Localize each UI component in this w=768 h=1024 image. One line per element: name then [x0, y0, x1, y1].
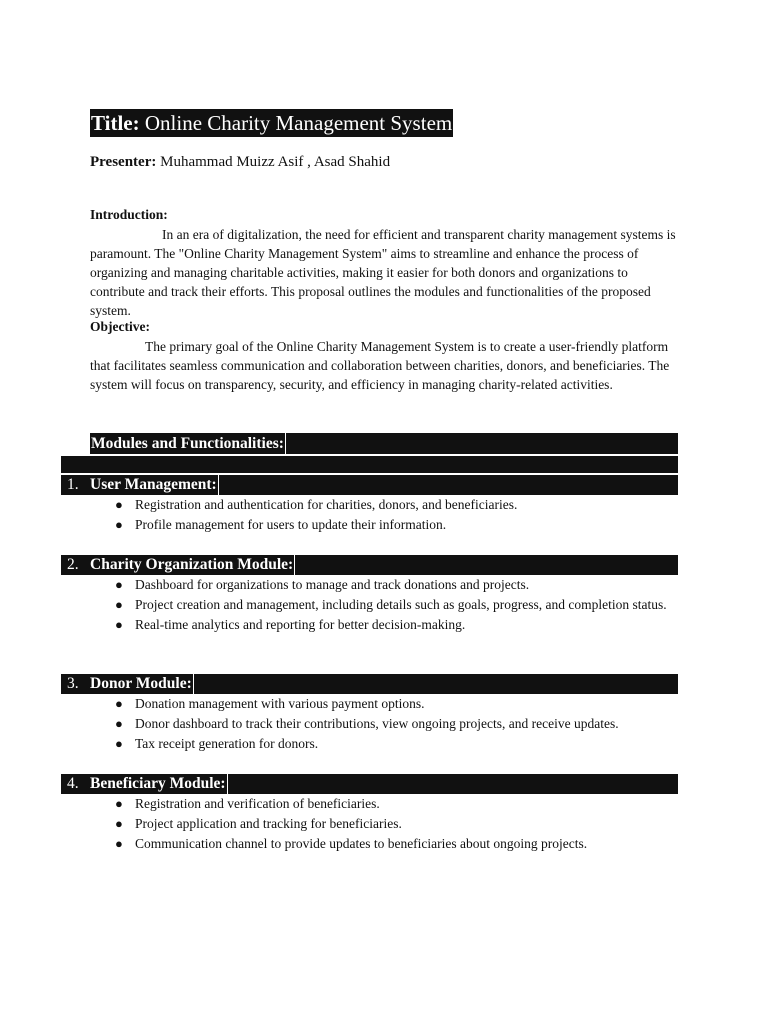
bullet-icon: ●	[115, 816, 123, 831]
document-title	[90, 109, 453, 137]
bullet-icon: ●	[115, 796, 123, 811]
title-label: Title:	[91, 111, 140, 135]
bullet-text: Communication channel to provide updates to beneficiaries about ongoing projects.	[135, 836, 588, 851]
objective-heading: Objective:	[90, 319, 150, 334]
bullet-text: Tax receipt generation for donors.	[135, 736, 319, 751]
presenter-names: Muhammad Muizz Asif , Asad Shahid	[160, 154, 391, 170]
introduction-heading: Introduction:	[90, 207, 168, 222]
list-item	[115, 615, 675, 634]
modules-heading-bar	[90, 433, 678, 454]
bullet-text: Donor dashboard to track their contributions, view ongoing projects, and receive updates.	[135, 716, 619, 731]
list-item	[115, 734, 675, 753]
bullet-icon: ●	[115, 736, 123, 751]
bullet-text: Donation management with various payment options.	[135, 696, 425, 711]
bullet-text: Real-time analytics and reporting for better decision-making.	[135, 617, 466, 632]
module-number: 2.	[67, 556, 79, 573]
module-heading-bar	[61, 475, 678, 495]
module-heading-bar	[61, 674, 678, 694]
introduction-paragraph	[90, 225, 678, 320]
bullet-icon: ●	[115, 836, 123, 851]
list-item	[115, 595, 675, 614]
list-item	[115, 515, 675, 534]
list-item	[115, 814, 675, 833]
modules-heading: Modules and Functionalities:	[91, 435, 284, 452]
module-number: 4.	[67, 775, 79, 792]
bullet-text: Dashboard for organizations to manage and track donations and projects.	[135, 577, 530, 592]
module-bullet-list	[115, 495, 675, 535]
module-heading-bar	[61, 774, 678, 794]
bullet-text: Registration and authentication for charities, donors, and beneficiaries.	[135, 497, 518, 512]
module-heading-bar	[61, 555, 678, 575]
bullet-icon: ●	[115, 696, 123, 711]
shaded-spacer	[61, 456, 678, 473]
bullet-text: Registration and verification of beneficiaries.	[135, 796, 380, 811]
module-title: Beneficiary Module:	[90, 775, 226, 792]
list-item	[115, 714, 675, 733]
bullet-icon: ●	[115, 597, 123, 612]
list-item	[115, 794, 675, 813]
module-bullet-list	[115, 575, 675, 635]
module-title: User Management:	[90, 476, 217, 493]
list-item	[115, 834, 675, 853]
bullet-icon: ●	[115, 716, 123, 731]
bullet-icon: ●	[115, 517, 123, 532]
list-item	[115, 575, 675, 594]
bullet-text: Profile management for users to update their information.	[135, 517, 447, 532]
bullet-icon: ●	[115, 577, 123, 592]
module-number: 1.	[67, 476, 79, 493]
bullet-text: Project creation and management, including details such as goals, progress, and completion status.	[135, 597, 667, 612]
presenter-line	[90, 152, 390, 172]
list-item	[115, 495, 675, 514]
module-title: Donor Module:	[90, 675, 192, 692]
module-bullet-list	[115, 694, 675, 754]
module-number: 3.	[67, 675, 79, 692]
objective-paragraph	[90, 337, 678, 394]
module-bullet-list	[115, 794, 675, 854]
introduction-body: In an era of digitalization, the need for efficient and transparent charity management systems is paramount. The "Online Charity Management System" aims to streamline and enhance the process of organizing and managing charitable activities, making it easier for both donors and organizations to contribute and track their efforts. This proposal outlines the modules and functionalities of the proposed system.	[90, 227, 676, 318]
module-title: Charity Organization Module:	[90, 556, 294, 573]
list-item	[115, 694, 675, 713]
bullet-text: Project application and tracking for beneficiaries.	[135, 816, 402, 831]
bullet-icon: ●	[115, 617, 123, 632]
presenter-label: Presenter:	[90, 154, 157, 170]
title-text: Online Charity Management System	[144, 111, 453, 135]
bullet-icon: ●	[115, 497, 123, 512]
objective-body: The primary goal of the Online Charity Management System is to create a user-friendly platform that facilitates seamless communication and collaboration between charities, donors, and beneficiaries. The system will focus on transparency, security, and efficiency in managing charity-related activities.	[90, 339, 670, 392]
